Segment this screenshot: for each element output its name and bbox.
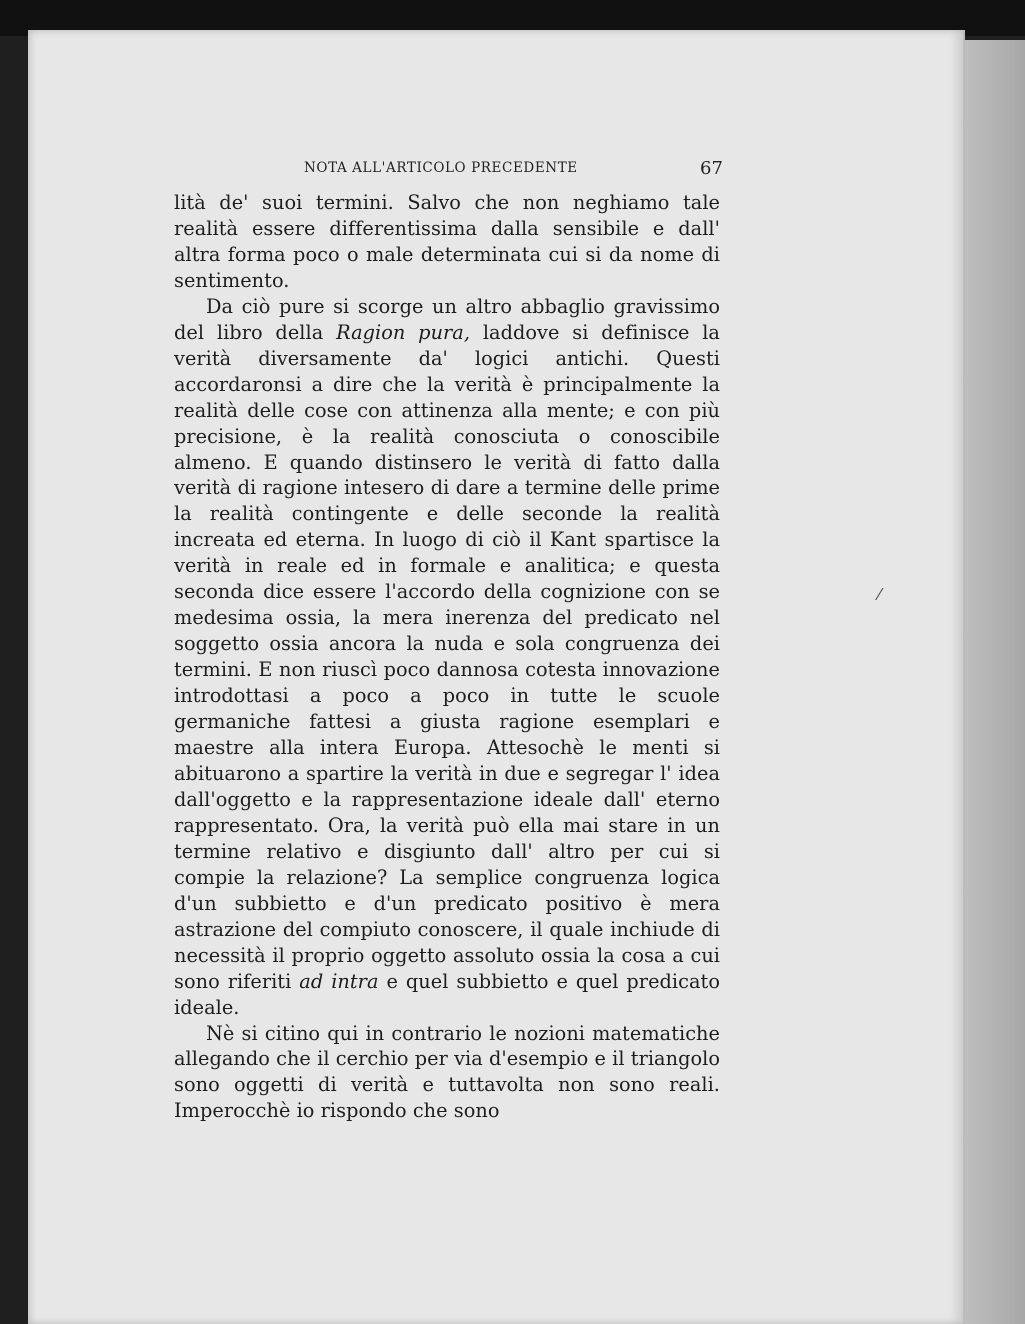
book-page (28, 30, 965, 1324)
running-title: NOTA ALL'ARTICOLO PRECEDENTE (304, 160, 578, 176)
page-header (28, 158, 963, 182)
paragraph-text: laddove si definisce la verità diversamente da' logici antichi. Questi accordaronsi a dire che la verità è principalmente la realità delle cose con attinenza alla mente; e con più precisione, è la realità conosciuta o conoscibile almeno. E quando distinsero le verità di fatto dalla verità di ragione intesero di dare a termine delle prime la realità contingente e delle seconde la realità increata ed eterna. In luogo di ciò il Kant spartisce la verità in reale ed in formale e analitica; e questa seconda dice essere l'accordo della cognizione con se medesima ossia, la mera inerenza del predicato nel soggetto ossia ancora la nuda e sola congruenza dei termini. E non riuscì poco dannosa cotesta innovazione introdottasi a poco a poco in tutte le scuole germaniche fattesi a giusta ragione esemplari e maestre alla intera Europa. Attesochè le menti si abituarono a spartire la verità in due e segregar l' idea dall'oggetto e la rappresentazione ideale dall' eterno rappresentato. Ora, la verità può ella mai stare in un termine relativo e disgiunto dall' altro per cui si compie la relazione? La semplice congruenza logica d'un subbietto e d'un predicato positivo è mera astrazione del compiuto conoscere, il quale inchiude di necessità il proprio oggetto assoluto ossia la cosa a cui sono riferiti (174, 320, 720, 993)
page-number: 67 (700, 158, 723, 179)
paragraph-text: e quel subbietto e quel predicato ideale. (174, 969, 720, 1019)
pencil-mark: ⁄ (878, 585, 881, 604)
latin-phrase-italic: ad intra (299, 969, 379, 993)
book-title-italic: Ragion pura, (336, 320, 471, 344)
body-text (174, 190, 720, 1124)
paragraph: Nè si citino qui in contrario le nozioni matematiche allegando che il cerchio per via d'esempio e il triangolo sono oggetti di verità e tuttavolta non sono reali. Imperocchè io rispondo che sono (174, 1021, 720, 1123)
paragraph (174, 294, 720, 1021)
paragraph-text: Da ciò pure si scorge un altro abbaglio gravissimo del libro della (174, 294, 720, 344)
paragraph-continuation: lità de' suoi termini. Salvo che non neghiamo tale realità essere differentissima dalla sensibile e dall' altra forma poco o male determinata cui si da nome di sentimento. (174, 191, 720, 292)
